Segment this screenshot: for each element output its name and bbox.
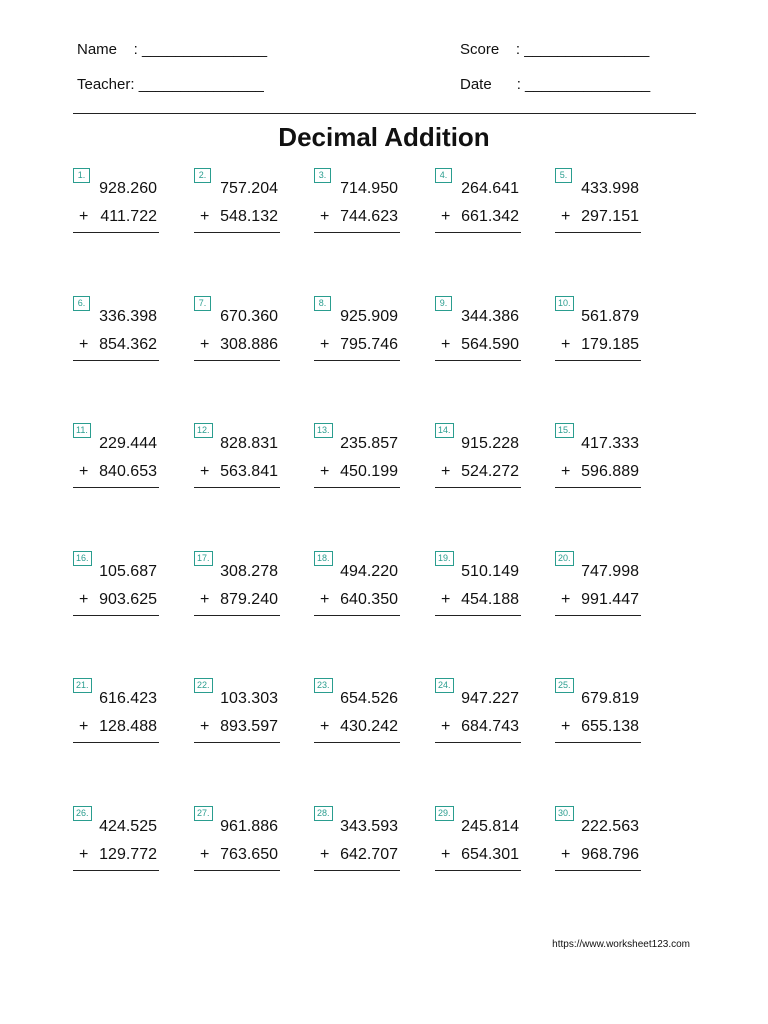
problem-card <box>314 806 400 878</box>
plus-sign: + <box>320 463 330 480</box>
addend-bottom: 854.362 <box>99 336 157 353</box>
addend-bottom: 128.488 <box>99 718 157 735</box>
addend-top: 417.333 <box>581 435 639 452</box>
answer-line[interactable] <box>435 487 521 488</box>
plus-sign: + <box>79 208 89 225</box>
problem-card <box>435 168 521 240</box>
answer-line[interactable] <box>555 360 641 361</box>
problem-number: 11. <box>73 423 91 438</box>
answer-line[interactable] <box>314 615 400 616</box>
addend-top: 961.886 <box>220 818 278 835</box>
answer-line[interactable] <box>435 232 521 233</box>
answer-line[interactable] <box>194 487 280 488</box>
problem-card <box>194 551 280 623</box>
answer-line[interactable] <box>555 487 641 488</box>
addend-top: 757.204 <box>220 180 278 197</box>
plus-sign: + <box>561 336 571 353</box>
answer-line[interactable] <box>194 615 280 616</box>
teacher-field: Teacher: _______________ <box>77 76 264 93</box>
addend-top: 235.857 <box>340 435 398 452</box>
addend-bottom: 893.597 <box>220 718 278 735</box>
date-field: Date : _______________ <box>460 76 651 93</box>
problem-number: 1. <box>73 168 90 183</box>
plus-sign: + <box>561 463 571 480</box>
problem-number: 19. <box>435 551 454 566</box>
addend-bottom: 308.886 <box>220 336 278 353</box>
addend-top: 343.593 <box>340 818 398 835</box>
answer-line[interactable] <box>555 870 641 871</box>
problem-number: 10. <box>555 296 574 311</box>
addend-bottom: 548.132 <box>220 208 278 225</box>
addend-bottom: 763.650 <box>220 846 278 863</box>
plus-sign: + <box>561 846 571 863</box>
footer-url: https://www.worksheet123.com <box>552 939 690 950</box>
addend-top: 308.278 <box>220 563 278 580</box>
answer-line[interactable] <box>435 360 521 361</box>
problem-card <box>314 296 400 368</box>
problem-card <box>73 678 159 750</box>
plus-sign: + <box>200 718 210 735</box>
plus-sign: + <box>561 718 571 735</box>
answer-line[interactable] <box>73 615 159 616</box>
problem-number: 23. <box>314 678 333 693</box>
addend-top: 679.819 <box>581 690 639 707</box>
problem-number: 24. <box>435 678 454 693</box>
problem-card <box>194 168 280 240</box>
addend-bottom: 430.242 <box>340 718 398 735</box>
problem-number: 14. <box>435 423 454 438</box>
answer-line[interactable] <box>555 742 641 743</box>
addend-top: 510.149 <box>461 563 519 580</box>
addend-bottom: 655.138 <box>581 718 639 735</box>
addend-top: 494.220 <box>340 563 398 580</box>
plus-sign: + <box>441 718 451 735</box>
problem-number: 6. <box>73 296 90 311</box>
plus-sign: + <box>200 463 210 480</box>
addend-top: 670.360 <box>220 308 278 325</box>
problem-number: 18. <box>314 551 333 566</box>
addend-top: 433.998 <box>581 180 639 197</box>
addend-top: 103.303 <box>220 690 278 707</box>
plus-sign: + <box>79 463 89 480</box>
problem-number: 25. <box>555 678 574 693</box>
problem-card <box>73 423 159 495</box>
problem-number: 12. <box>194 423 213 438</box>
addend-bottom: 968.796 <box>581 846 639 863</box>
problem-card <box>73 168 159 240</box>
addend-bottom: 411.722 <box>100 208 157 225</box>
answer-line[interactable] <box>435 870 521 871</box>
addend-bottom: 297.151 <box>581 208 639 225</box>
problem-number: 29. <box>435 806 454 821</box>
problem-card <box>435 678 521 750</box>
plus-sign: + <box>441 463 451 480</box>
problem-card <box>194 423 280 495</box>
problem-card <box>555 806 641 878</box>
problem-card <box>194 678 280 750</box>
problem-card <box>194 806 280 878</box>
problem-card <box>435 296 521 368</box>
addend-bottom: 642.707 <box>340 846 398 863</box>
answer-line[interactable] <box>555 232 641 233</box>
plus-sign: + <box>441 208 451 225</box>
problem-number: 4. <box>435 168 452 183</box>
addend-bottom: 564.590 <box>461 336 519 353</box>
problem-card <box>73 806 159 878</box>
worksheet-title: Decimal Addition <box>278 122 490 152</box>
addend-top: 947.227 <box>461 690 519 707</box>
answer-line[interactable] <box>314 487 400 488</box>
problem-card <box>555 423 641 495</box>
addend-top: 915.228 <box>461 435 519 452</box>
addend-bottom: 563.841 <box>220 463 278 480</box>
addend-top: 264.641 <box>461 180 519 197</box>
addend-top: 222.563 <box>581 818 639 835</box>
addend-bottom: 661.342 <box>461 208 519 225</box>
problem-number: 3. <box>314 168 331 183</box>
addend-top: 828.831 <box>220 435 278 452</box>
problem-card <box>435 806 521 878</box>
problem-number: 22. <box>194 678 213 693</box>
problem-card <box>73 296 159 368</box>
addend-bottom: 840.653 <box>99 463 157 480</box>
addend-bottom: 879.240 <box>220 591 278 608</box>
score-field: Score : _______________ <box>460 41 650 58</box>
plus-sign: + <box>320 208 330 225</box>
addend-bottom: 524.272 <box>461 463 519 480</box>
answer-line[interactable] <box>314 742 400 743</box>
plus-sign: + <box>200 336 210 353</box>
answer-line[interactable] <box>73 742 159 743</box>
answer-line[interactable] <box>555 615 641 616</box>
answer-line[interactable] <box>435 742 521 743</box>
problem-card <box>555 678 641 750</box>
problem-number: 30. <box>555 806 574 821</box>
addend-top: 424.525 <box>99 818 157 835</box>
problem-number: 21. <box>73 678 92 693</box>
addend-top: 928.260 <box>99 180 157 197</box>
problem-number: 5. <box>555 168 572 183</box>
answer-line[interactable] <box>73 232 159 233</box>
plus-sign: + <box>200 846 210 863</box>
answer-line[interactable] <box>194 742 280 743</box>
plus-sign: + <box>441 336 451 353</box>
answer-line[interactable] <box>435 615 521 616</box>
addend-bottom: 450.199 <box>340 463 398 480</box>
addend-bottom: 903.625 <box>99 591 157 608</box>
problem-card <box>314 423 400 495</box>
addend-bottom: 179.185 <box>581 336 639 353</box>
problem-number: 9. <box>435 296 452 311</box>
addend-top: 561.879 <box>581 308 639 325</box>
answer-line[interactable] <box>73 360 159 361</box>
problem-card <box>435 423 521 495</box>
addend-bottom: 640.350 <box>340 591 398 608</box>
addend-bottom: 795.746 <box>340 336 398 353</box>
addend-bottom: 991.447 <box>581 591 639 608</box>
problem-number: 15. <box>555 423 574 438</box>
plus-sign: + <box>561 591 571 608</box>
problem-card <box>555 296 641 368</box>
header-divider <box>73 113 696 114</box>
problem-card <box>555 551 641 623</box>
answer-line[interactable] <box>194 232 280 233</box>
plus-sign: + <box>79 846 89 863</box>
problem-card <box>555 168 641 240</box>
addend-bottom: 454.188 <box>461 591 519 608</box>
problem-card <box>73 551 159 623</box>
addend-top: 105.687 <box>99 563 157 580</box>
answer-line[interactable] <box>194 360 280 361</box>
name-field: Name : _______________ <box>77 41 268 58</box>
answer-line[interactable] <box>314 870 400 871</box>
problem-number: 26. <box>73 806 92 821</box>
problem-number: 27. <box>194 806 213 821</box>
answer-line[interactable] <box>73 870 159 871</box>
addend-top: 654.526 <box>340 690 398 707</box>
plus-sign: + <box>79 591 89 608</box>
addend-bottom: 684.743 <box>461 718 519 735</box>
plus-sign: + <box>200 208 210 225</box>
problem-number: 28. <box>314 806 333 821</box>
addend-top: 336.398 <box>99 308 157 325</box>
plus-sign: + <box>320 591 330 608</box>
answer-line[interactable] <box>314 360 400 361</box>
answer-line[interactable] <box>314 232 400 233</box>
addend-top: 714.950 <box>340 180 398 197</box>
problem-card <box>314 551 400 623</box>
plus-sign: + <box>79 336 89 353</box>
problem-number: 17. <box>194 551 213 566</box>
plus-sign: + <box>79 718 89 735</box>
plus-sign: + <box>200 591 210 608</box>
addend-top: 925.909 <box>340 308 398 325</box>
plus-sign: + <box>320 718 330 735</box>
plus-sign: + <box>441 591 451 608</box>
addend-bottom: 744.623 <box>340 208 398 225</box>
addend-top: 245.814 <box>461 818 519 835</box>
addend-top: 344.386 <box>461 308 519 325</box>
problem-number: 20. <box>555 551 574 566</box>
addend-top: 229.444 <box>99 435 157 452</box>
problem-number: 2. <box>194 168 211 183</box>
plus-sign: + <box>561 208 571 225</box>
addend-top: 747.998 <box>581 563 639 580</box>
problem-card <box>314 168 400 240</box>
problem-number: 7. <box>194 296 211 311</box>
problem-number: 16. <box>73 551 92 566</box>
problem-number: 8. <box>314 296 331 311</box>
answer-line[interactable] <box>194 870 280 871</box>
problem-card <box>194 296 280 368</box>
addend-bottom: 596.889 <box>581 463 639 480</box>
plus-sign: + <box>320 336 330 353</box>
answer-line[interactable] <box>73 487 159 488</box>
addend-bottom: 129.772 <box>99 846 157 863</box>
problem-number: 13. <box>314 423 333 438</box>
plus-sign: + <box>320 846 330 863</box>
plus-sign: + <box>441 846 451 863</box>
problem-card <box>314 678 400 750</box>
problem-card <box>435 551 521 623</box>
addend-top: 616.423 <box>99 690 157 707</box>
addend-bottom: 654.301 <box>461 846 519 863</box>
